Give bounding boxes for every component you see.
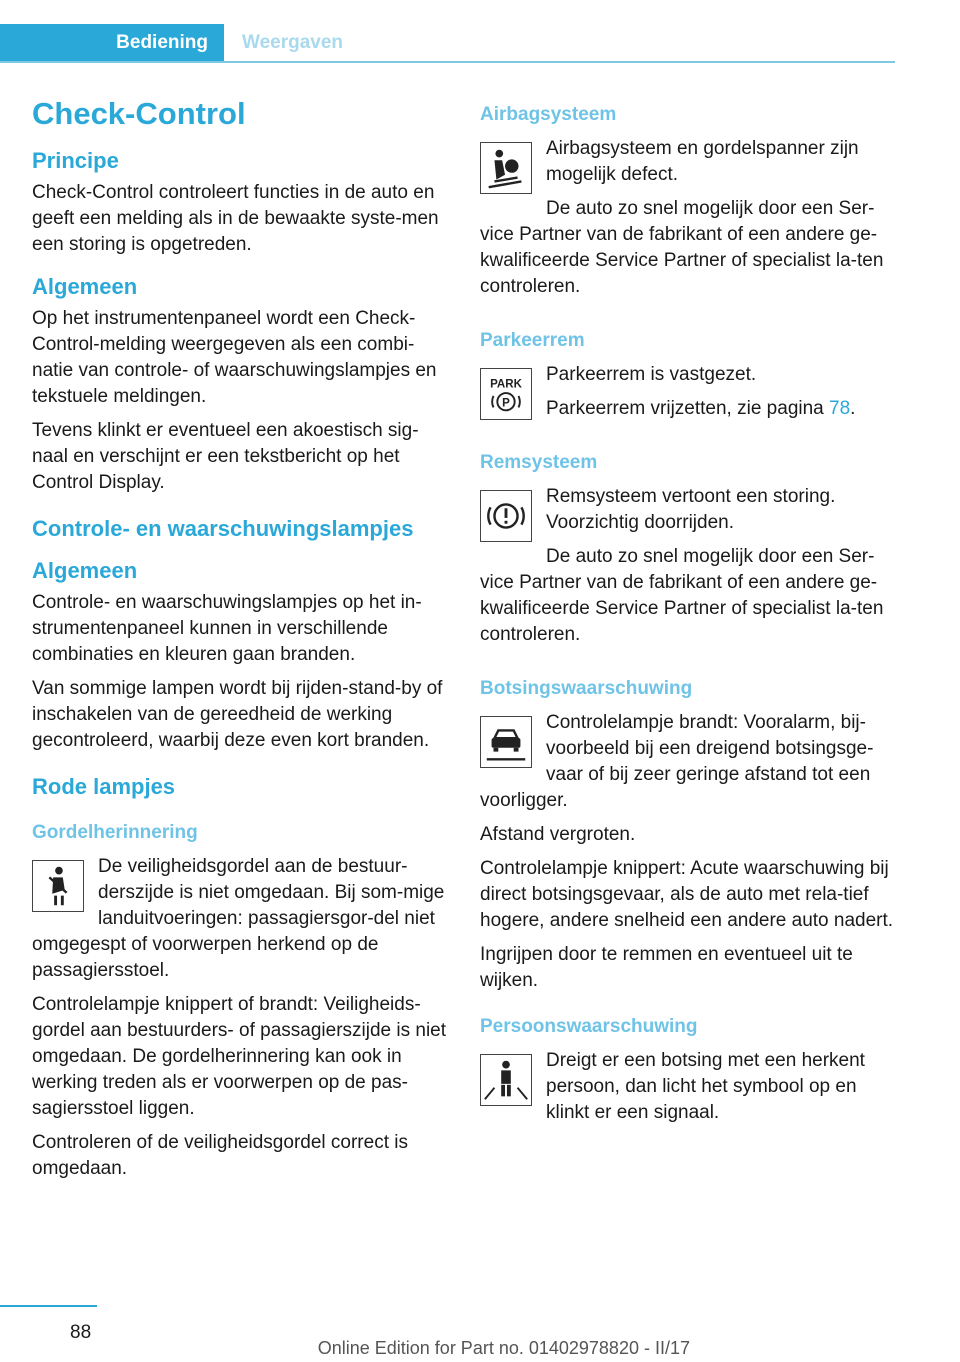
heading-gordelherinnering: Gordelherinnering	[32, 822, 198, 843]
brake-warning-icon	[480, 490, 532, 542]
parking-brake-icon	[480, 368, 532, 420]
parkeerrem-paragraph-1: Parkeerrem is vastgezet.	[546, 364, 757, 385]
gordel-paragraph-2: Controlelampje knippert of brandt: Veiligheids-gordel aan bestuurders- of passagierszijde is niet omgedaan. De gordelherinnering kan ook in werking treden als er voorwerpen op de pas-sagiersstoel liggen.	[32, 994, 447, 1119]
entry-botsingswaarschuwing	[480, 710, 894, 822]
footer-rule	[0, 1305, 97, 1307]
tab-weergaven[interactable]: Weergaven	[242, 32, 344, 53]
heading-parkeerrem: Parkeerrem	[480, 330, 585, 351]
edition-footer: Online Edition for Part no. 01402978820 - II/17	[317, 1338, 690, 1358]
heading-principe: Principe	[32, 148, 119, 173]
heading-airbagsysteem: Airbagsysteem	[480, 104, 617, 125]
airbag-paragraph-1: Airbagsysteem en gordelspanner zijn mogelijk defect.	[546, 138, 859, 185]
entry-gordelherinnering	[32, 854, 446, 992]
botsing-paragraph-1: Controlelampje brandt: Vooralarm, bij-voorbeeld bij een dreigend botsingsge-vaar of bij zeer geringe afstand tot een voorligger.	[480, 712, 874, 811]
airbag-paragraph-2: De auto zo snel mogelijk door een Ser-vice Partner van de fabrikant of een andere ge-kwalificeerde Service Partner of specialist la-ten controleren.	[480, 198, 884, 297]
page-link-78[interactable]: 78	[829, 398, 851, 419]
heading-lampjes: Controle- en waarschuwingslampjes	[32, 516, 414, 541]
entry-parkeerrem	[480, 362, 894, 430]
algemeen-paragraph-1: Op het instrumentenpaneel wordt een Check-Control-melding weergegeven als een combi-natie van controle- of waarschuwingslampjes en tekstuele meldingen.	[32, 308, 437, 407]
page-number: 88	[70, 1322, 92, 1343]
seatbelt-icon	[32, 860, 84, 912]
heading-remsysteem: Remsysteem	[480, 452, 598, 473]
heading-algemeen-2: Algemeen	[32, 558, 138, 583]
algemeen-paragraph-2: Tevens klinkt er eventueel een akoestisch sig-naal en verschijnt er een tekstbericht op het Control Display.	[32, 420, 419, 493]
heading-persoonswaarschuwing: Persoonswaarschuwing	[480, 1016, 698, 1037]
remsysteem-paragraph-1: Remsysteem vertoont een storing. Voorzichtig doorrijden.	[546, 486, 836, 533]
botsing-paragraph-3: Controlelampje knippert: Acute waarschuwing bij direct botsingsgevaar, als de auto met rela-tief hogere, andere snelheid een andere auto nadert.	[480, 858, 894, 931]
heading-algemeen: Algemeen	[32, 274, 138, 299]
left-column	[32, 96, 446, 1190]
pedestrian-warning-icon	[480, 1054, 532, 1106]
principe-text: Check-Control controleert functies in de auto en geeft een melding als in de bewaakte syste-men een storing is opgetreden.	[32, 182, 439, 255]
svg-text:P: P	[502, 397, 510, 410]
parkeerrem-paragraph-2: Parkeerrem vrijzetten, zie pagina 78.	[546, 398, 856, 419]
heading-rode-lampjes: Rode lampjes	[32, 774, 176, 799]
airbag-icon	[480, 142, 532, 194]
persoon-paragraph-1: Dreigt er een botsing met een herkent persoon, dan licht het symbool op en klinkt er een signaal.	[546, 1050, 865, 1123]
entry-airbag	[480, 136, 894, 308]
botsing-paragraph-4: Ingrijpen door te remmen en eventueel uit te wijken.	[480, 944, 853, 991]
gordel-paragraph-1: De veiligheidsgordel aan de bestuur-derszijde is niet omgedaan. Bij som-mige landuitvoeringen: passagiersgor-del niet omgegespt of voorwerpen herkend op de passagiersstoel.	[32, 856, 445, 981]
algemeen2-paragraph-1: Controle- en waarschuwingslampjes op het in-strumentenpaneel kunnen in verschillende combinaties en kleuren gaan branden.	[32, 592, 422, 665]
section-tabbar	[0, 24, 895, 63]
gordel-paragraph-3: Controleren of de veiligheidsgordel correct is omgedaan.	[32, 1132, 408, 1179]
remsysteem-paragraph-2: De auto zo snel mogelijk door een Ser-vice Partner van de fabrikant of een andere ge-kwalificeerde Service Partner of specialist la-ten controleren.	[480, 546, 884, 645]
park-icon-text: PARK	[490, 378, 522, 391]
algemeen2-paragraph-2: Van sommige lampen wordt bij rijden-stand-by of inschakelen van de gereedheid de werking gecontroleerd, waarbij deze even kort branden.	[32, 678, 443, 751]
entry-persoonswaarschuwing	[480, 1048, 894, 1134]
page-title: Check-Control	[32, 96, 246, 131]
right-column	[480, 96, 894, 1134]
heading-botsingswaarschuwing: Botsingswaarschuwing	[480, 678, 693, 699]
entry-remsysteem	[480, 484, 894, 656]
botsing-paragraph-2: Afstand vergroten.	[480, 824, 636, 845]
tab-bediening[interactable]: Bediening	[0, 24, 224, 61]
collision-warning-icon	[480, 716, 532, 768]
